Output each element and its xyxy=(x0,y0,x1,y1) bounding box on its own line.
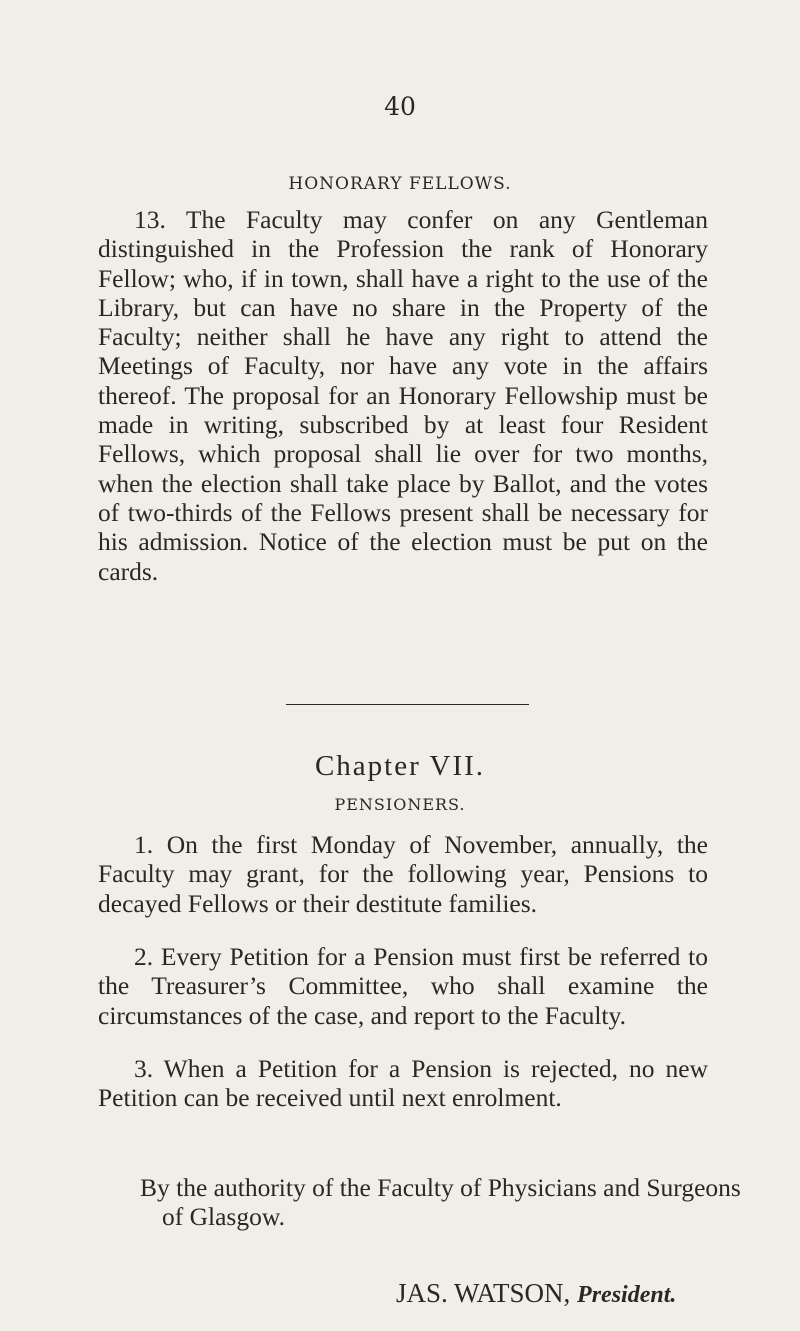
signoff: By the authority of the Faculty of Physicians and Surgeons of Glasgow. xyxy=(140,1173,741,1232)
paragraph-2: 2. Every Petition for a Pension must first be referred to the Treasurer’s Committee, who shall examine the circumstances of the case, and report to the Faculty. xyxy=(98,942,708,1030)
paragraph-13: 13. The Faculty may confer on any Gentleman distinguished in the Profession the rank of Honorary Fellow; who, if in town, shall have a right to the use of the Library, but can have no share in the Property of the Faculty; neither shall he have any right to attend the Meetings of Faculty, nor have any vote in the affairs thereof. The proposal for an Honorary Fellowship must be made in writing, subscribed by at least four Resident Fellows, which proposal shall lie over for two months, when the election shall take place by Ballot, and the votes of two-thirds of the Fellows present shall be necessary for his admission. Notice of the election must be put on the cards. xyxy=(98,205,708,586)
section-heading: HONORARY FELLOWS. xyxy=(288,174,512,194)
chapter-title: Chapter VII. xyxy=(314,750,486,782)
signature xyxy=(396,1278,676,1309)
signature-title: President. xyxy=(577,1282,677,1308)
page-number: 40 xyxy=(384,92,416,121)
chapter-subheading: PENSIONERS. xyxy=(334,795,466,814)
paragraph-3: 3. When a Petition for a Pension is rejected, no new Petition can be received until next enrolment. xyxy=(98,1054,708,1113)
section-divider xyxy=(286,704,529,705)
signature-name: JAS. WATSON, xyxy=(396,1278,571,1308)
paragraph-1: 1. On the first Monday of November, annually, the Faculty may grant, for the following year, Pensions to decayed Fellows or their destitute families. xyxy=(98,830,708,918)
